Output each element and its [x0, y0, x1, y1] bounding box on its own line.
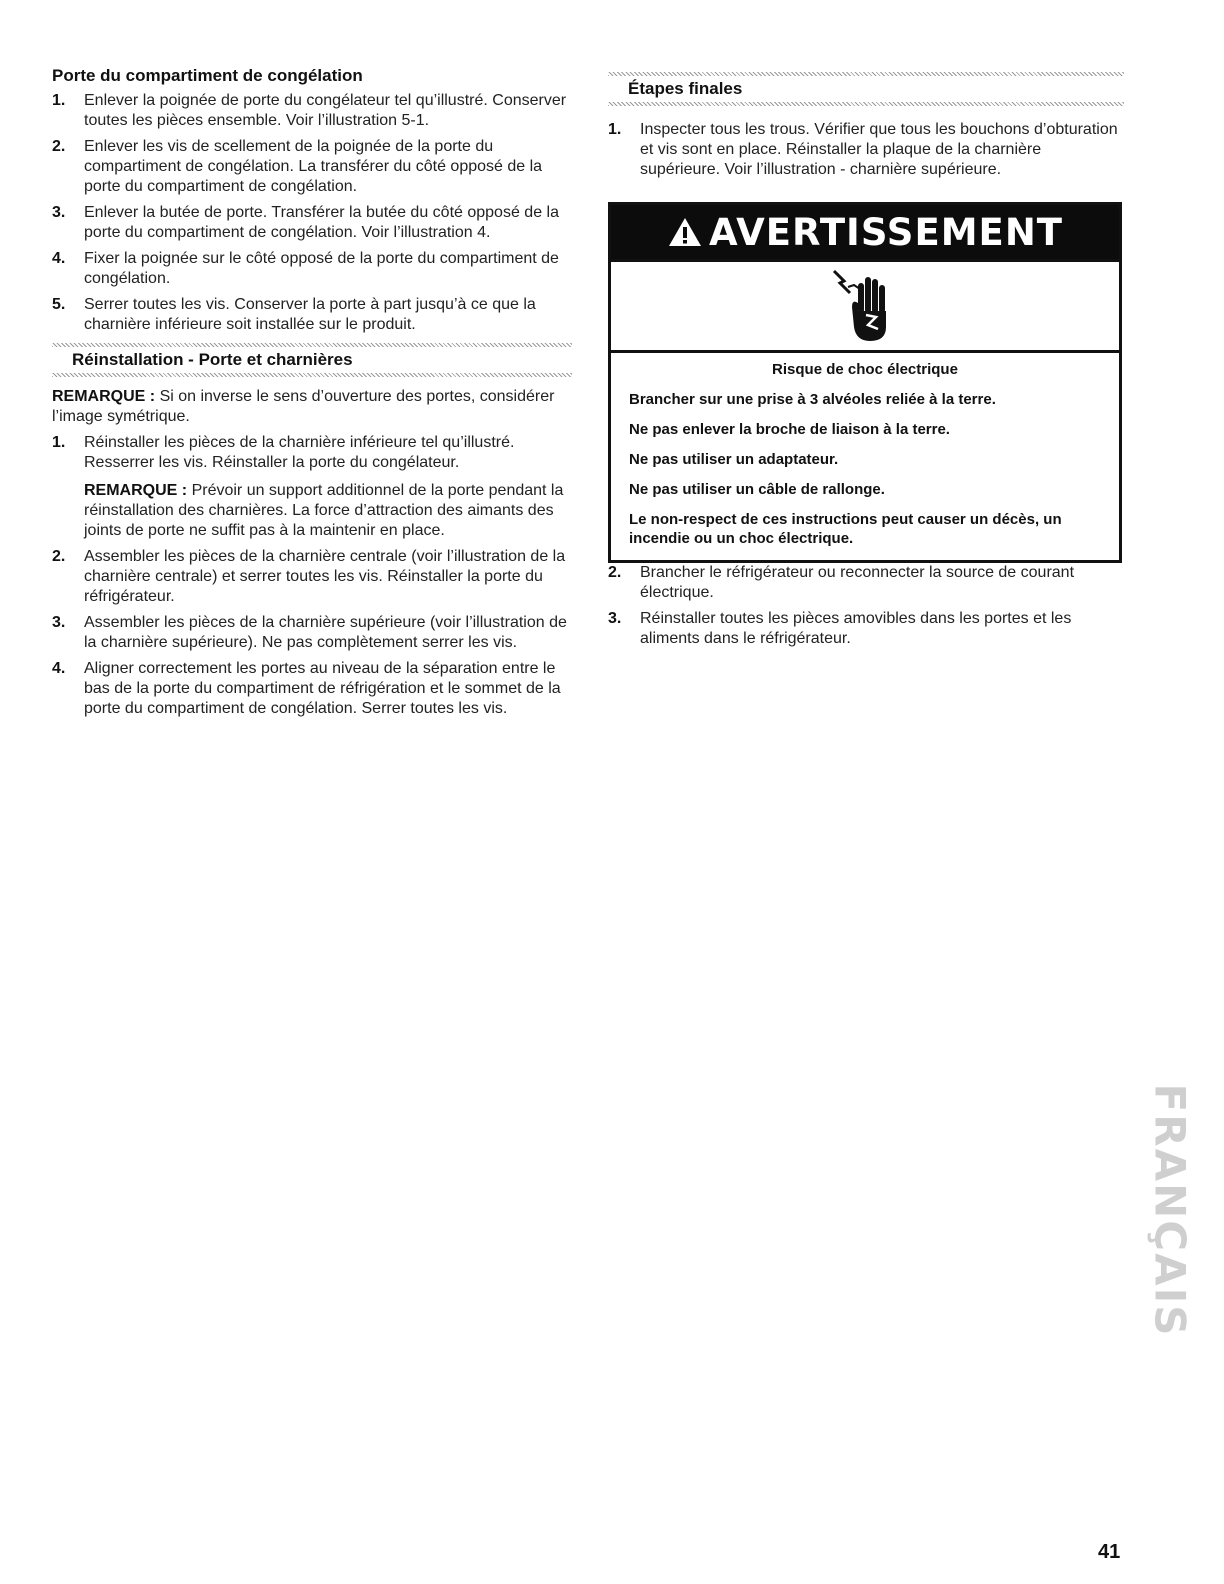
warning-box	[608, 202, 1122, 563]
step-number: 2.	[52, 548, 66, 565]
step-number: 5.	[52, 296, 66, 313]
step-number: 2.	[52, 138, 66, 155]
step-text: Fixer la poignée sur le côté opposé de la porte du compartiment de congélation.	[84, 250, 559, 287]
step-item	[52, 295, 572, 335]
step-item	[608, 609, 1124, 649]
left-column	[52, 66, 572, 725]
step-number: 3.	[608, 610, 622, 627]
step-text: Aligner correctement les portes au niveau de la séparation entre le bas de la porte du compartiment de réfrigération et le sommet de la porte du compartiment de congélation. Serrer toutes les vis.	[84, 660, 561, 717]
warning-line: Ne pas utiliser un câble de rallonge.	[629, 481, 885, 498]
right-column	[608, 72, 1124, 655]
step-number: 2.	[608, 564, 622, 581]
step-item	[52, 203, 572, 243]
warning-line: Le non-respect de ces instructions peut causer un décès, un incendie ou un choc électrique.	[629, 511, 1062, 547]
step-item	[52, 91, 572, 131]
note-label: REMARQUE :	[84, 482, 188, 499]
warning-line: Brancher sur une prise à 3 alvéoles reliée à la terre.	[629, 391, 996, 408]
section-reinstallation	[52, 343, 572, 719]
remarque-label: REMARQUE :	[52, 388, 156, 405]
step-number: 3.	[52, 204, 66, 221]
remarque-note	[52, 387, 572, 427]
step-item	[608, 120, 1124, 180]
step-text: Assembler les pièces de la charnière centrale (voir l’illustration de la charnière centrale) et serrer toutes les vis. Réinstaller la porte du réfrigérateur.	[84, 548, 566, 605]
note-text: Prévoir un support additionnel de la porte pendant la réinstallation des charnières. La force d’attraction des aimants des joints de porte ne suffit pas à la maintenir en place.	[84, 482, 564, 539]
language-side-tab	[1145, 1080, 1195, 1340]
step-item	[52, 249, 572, 289]
divider	[52, 373, 572, 377]
step-list	[52, 433, 572, 719]
step-item	[52, 547, 572, 607]
step-list	[608, 120, 1124, 180]
warning-text	[611, 353, 1119, 560]
step-number: 1.	[608, 121, 622, 138]
step-list	[608, 563, 1124, 649]
step-item	[52, 613, 572, 653]
step-note	[84, 481, 572, 541]
step-text: Brancher le réfrigérateur ou reconnecter la source de courant électrique.	[640, 564, 1075, 601]
step-text: Réinstaller les pièces de la charnière inférieure tel qu’illustré. Resserrer les vis. Réinstaller la porte du congélateur.	[84, 434, 515, 471]
section-title: Réinstallation - Porte et charnières	[72, 350, 353, 369]
step-text: Serrer toutes les vis. Conserver la porte à part jusqu’à ce que la charnière inférieure soit installée sur le produit.	[84, 296, 536, 333]
page-number: 41	[1098, 1541, 1121, 1563]
warning-header	[611, 205, 1119, 262]
step-item	[52, 137, 572, 197]
step-text: Inspecter tous les trous. Vérifier que tous les bouchons d’obturation et vis sont en place. Réinstaller la plaque de la charnière supérieure. Voir l’illustration - charnière supérieure.	[640, 121, 1118, 178]
step-text: Réinstaller toutes les pièces amovibles dans les portes et les aliments dans le réfrigérateur.	[640, 610, 1072, 647]
section-title: Porte du compartiment de congélation	[52, 66, 363, 85]
step-number: 1.	[52, 434, 66, 451]
warning-risk: Risque de choc électrique	[772, 361, 958, 378]
step-number: 3.	[52, 614, 66, 631]
warning-title: AVERTISSEMENT	[708, 210, 1064, 254]
warning-line: Ne pas utiliser un adaptateur.	[629, 451, 839, 468]
step-text: Assembler les pièces de la charnière supérieure (voir l’illustration de la charnière supérieure). Ne pas complètement serrer les vis.	[84, 614, 567, 651]
warning-image	[611, 262, 1119, 353]
remarque-text: Si on inverse le sens d’ouverture des portes, considérer l’image symétrique.	[52, 388, 555, 425]
electric-shock-hand-icon	[830, 267, 900, 345]
step-list	[52, 91, 572, 335]
warning-triangle-icon	[667, 216, 703, 248]
step-item	[52, 659, 572, 719]
step-item	[52, 433, 572, 541]
section-freezer-door	[52, 66, 572, 335]
language-label: FRANÇAIS	[1145, 1083, 1195, 1337]
divider	[608, 102, 1124, 106]
step-item	[608, 563, 1124, 603]
step-text: Enlever la poignée de porte du congélateur tel qu’illustré. Conserver toutes les pièces ensemble. Voir l’illustration 5-1.	[84, 92, 567, 129]
step-number: 1.	[52, 92, 66, 109]
step-text: Enlever les vis de scellement de la poignée de la porte du compartiment de congélation. La transférer du côté opposé de la porte du compartiment de congélation.	[84, 138, 543, 195]
step-number: 4.	[52, 660, 66, 677]
section-title: Étapes finales	[628, 79, 743, 98]
step-text: Enlever la butée de porte. Transférer la butée du côté opposé de la porte du compartiment de congélation. Voir l’illustration 4.	[84, 204, 559, 241]
step-number: 4.	[52, 250, 66, 267]
warning-line: Ne pas enlever la broche de liaison à la terre.	[629, 421, 950, 438]
